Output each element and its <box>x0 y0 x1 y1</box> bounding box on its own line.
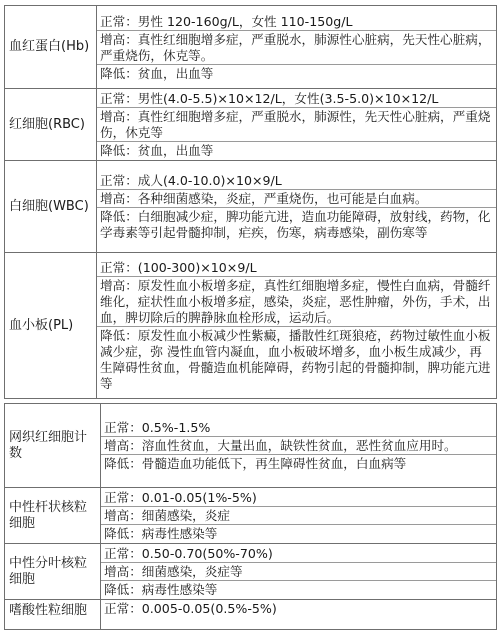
row-details <box>101 600 497 630</box>
row-label: 血小板(PL) <box>5 253 97 399</box>
normal-range-line: 正常：成人(4.0-10.0)×10×9/L <box>100 173 282 188</box>
row-label: 红细胞(RBC) <box>5 89 97 161</box>
row-label: 白细胞(WBC) <box>5 161 97 253</box>
row-label: 血红蛋白(Hb) <box>5 6 97 89</box>
normal-range-line: 正常：0.005-0.05(0.5%-5%) <box>104 601 277 616</box>
table-row <box>5 253 497 399</box>
table-row <box>5 544 497 600</box>
decrease-causes-line: 降低：骨髓造血功能低下，再生障碍性贫血，白血病等 <box>101 454 496 472</box>
table-row <box>5 89 497 161</box>
increase-causes-line: 增高：原发性血小板增多症，真性红细胞增多症，慢性白血病，骨髓纤维化，症状性血小板增多症，感染，炎症，恶性肿瘤，外伤，手术，出血，脾切除后的脾静脉血栓形成，运动后。 <box>97 276 496 326</box>
normal-range-line: 正常：0.01-0.05(1%-5%) <box>104 490 257 505</box>
row-details <box>97 253 497 399</box>
reference-table-differential <box>4 403 497 630</box>
increase-causes-line: 增高：细菌感染，炎症等 <box>101 562 496 580</box>
table-row <box>5 161 497 253</box>
row-details <box>97 6 497 89</box>
decrease-causes-line: 降低：病毒性感染等 <box>101 524 496 542</box>
row-label: 嗜酸性粒细胞 <box>5 600 101 630</box>
table-row <box>5 600 497 630</box>
row-label: 网织红细胞计数 <box>5 404 101 488</box>
row-label: 中性分叶核粒细胞 <box>5 544 101 600</box>
table-row <box>5 404 497 488</box>
row-details <box>101 544 497 600</box>
row-details <box>97 89 497 161</box>
increase-causes-line: 增高：溶血性贫血，大量出血，缺铁性贫血，恶性贫血应用时。 <box>101 436 496 454</box>
decrease-causes-line: 降低：原发性血小板减少性紫癜，播散性红斑狼疮，药物过敏性血小板减少症，弥 漫性血管内凝血，血小板破坏增多，血小板生成减少，再生障碍性贫血，骨髓造血机能障碍，药物引起的骨髓抑制，脾功能亢进等 <box>97 326 496 392</box>
increase-causes-line: 增高：真性红细胞增多症，严重脱水，肺源性心脏病，先天性心脏病，严重烧伤，休克等。 <box>97 30 496 64</box>
increase-causes-line: 增高：细菌感染，炎症 <box>101 506 496 524</box>
row-details <box>101 488 497 544</box>
row-details <box>101 404 497 488</box>
decrease-causes-line: 降低：病毒性感染等 <box>101 580 496 598</box>
row-label: 中性杆状核粒细胞 <box>5 488 101 544</box>
increase-causes-line: 增高：各种细菌感染，炎症，严重烧伤，也可能是白血病。 <box>97 189 496 207</box>
normal-range-line: 正常：男性 120-160g/L，女性 110-150g/L <box>100 13 353 29</box>
increase-causes-line: 增高：真性红细胞增多症，严重脱水，肺源性，先天性心脏病，严重烧伤，休克等 <box>97 107 496 141</box>
normal-range-line: 正常：(100-300)×10×9/L <box>100 260 257 275</box>
table-row <box>5 6 497 89</box>
row-details <box>97 161 497 253</box>
normal-range-line: 正常：0.5%-1.5% <box>104 420 211 435</box>
normal-range-line: 正常：男性(4.0-5.5)×10×12/L，女性(3.5-5.0)×10×12/L <box>100 91 439 106</box>
normal-range-line: 正常：0.50-0.70(50%-70%) <box>104 546 273 561</box>
decrease-causes-line: 降低：白细胞减少症，脾功能亢进，造血功能障碍，放射线，药物，化学毒素等引起骨髓抑制，疟疾，伤寒，病毒感染，副伤寒等 <box>97 207 496 241</box>
decrease-causes-line: 降低：贫血，出血等 <box>97 64 496 82</box>
table-row <box>5 488 497 544</box>
reference-table-main <box>4 5 497 399</box>
decrease-causes-line: 降低：贫血，出血等 <box>97 141 496 159</box>
